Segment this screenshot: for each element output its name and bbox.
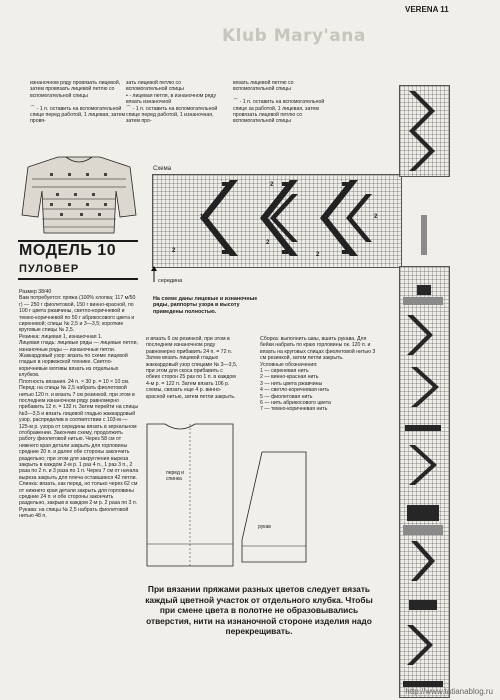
- watermark: http://www.tatianablog.ru: [405, 687, 493, 696]
- model-title: МОДЕЛЬ 10: [19, 242, 117, 259]
- instructions-col3: Сборка: выполнить швы, вшить рукава. Для бейки набрать по краю горловины ок. 120 п. и вязать на круговых спицах фиолетовой нитью 3 см резинкой, затем петли закрыть. Условные обозначения: 1 — сиреневая нить 2 — винно-красная нить 3 — нить цвета ржавчины 4 — светло-коричневая нить 5 — фиолетовая нить 6 — нить абрикосового цвета 7 — темно-коричневая нить: [260, 336, 376, 413]
- instructions-col2: и вязать 6 см резинкой, при этом в последнем изнаночном ряду равномерно прибавить 24 п. = 72 п. Затем вязать лицевой гладью жаккардовый узор спицами № 3—3,5, при этом для скоса прибавить с обеих сторон 25 раз по 1 п. в каждом 4-м р. = 122 п. Затем вязать 106 р. схемы, связать еще 4 р. винно-красной нитью, затем петли закрыть.: [146, 336, 238, 400]
- model-subtitle-rule: [18, 278, 138, 280]
- scheme-number-b: 2: [266, 240, 270, 246]
- top-text-col3: вязать лицевой петлю со вспомогательной спицы ⌒ - 1 п. оставить на вспомогательной спице за работой, 1 лицевая, затем провязать лицевой петлю со вспомогательной спицы: [233, 80, 325, 125]
- front-back-label: перед и спинка: [166, 470, 185, 482]
- sleeve-label: рукав: [258, 524, 271, 530]
- pullover-illustration: [20, 155, 138, 235]
- instructions-col1: Размер 38/40 Вам потребуется: пряжа (100% хлопка; 117 м/50 г) — 250 г фиолетовой, 150 г винно-красной, по 100 г цвета ржавчины, светло-коричневой и темно-коричневой по 50 г абрикосового цвета и сиреневой; спицы № 2,5 и 3—3,5; короткие круговые спицы № 2,5. Резинка: лицевая 1, изнаночная 1. Лицевая гладь: лицевые ряды — лицевые петли, изнаночные ряды — изнаночные петли. Жаккардовый узор: вязать по схеме лицевой гладью в норвежской технике. Светло-коричневые мотивы вязать из отдельных клубков. Плотность вязания. 24 п. × 30 р. = 10 × 10 см. Перед: на спицы № 2,5 набрать фиолетовой нитью 120 п. и вязать 7 см резинкой, при этом в последнем изнаночном ряду равномерно прибавить 12 п. = 132 п. Затем перейти на спицы №3—3,5 и вязать лицевой гладью жаккардовый узор, распределив в соответствии с 103-м — 125-м р. узора от середины вязать в зеркальном отображении. Закончив схему, продолжить работу фиолетовой нитью. Через 58 см от нижнего края детали закрыть для горловины средние 20 п. и далее обе стороны закончить раздельно; при этом для закругления выреза закрыть в каждом 2-м р. 1 раз 4 п., 1 раз 3 п., 2 раза по 2 п. и 3 раза по 1 п. Через 7 см от начала выреза закрыть для плеча оставшиеся 42 петли. Спинка: вязать, как перед, но только через 62 см от нижнего края детали закрыть для горловины средние 24 п. и обе стороны закончить раздельно, закрыв в каждом 2-м р. 2 раза по 3 п. Рукава: на спицы № 2,5 набрать фиолетовой нитью 48 п.: [19, 289, 139, 520]
- faint-header-title: Klub Mary'ana: [222, 26, 366, 46]
- callout-box: При вязании пряжами разных цветов следует вязать каждый цветной участок от отдельного клубка. Чтобы при смене цвета в полотне не образовывались отверстия, нити на изнаночной стороне изделия надо перекрещивать.: [143, 584, 375, 637]
- top-text-col2: зать лицевой петлю со вспомогательной спицы • - лицевая петля, в изнаночном ряду вязать изнаночной ⌒ - 1 п. оставить на вспомогательной спице перед работой, 1 изнаночная, затем про-: [126, 80, 218, 125]
- scheme-number-a: 2: [270, 182, 274, 188]
- scheme-note: На схеме даны лицевые и изнаночные ряды, раппорты узора в высоту приведены полностью.: [153, 296, 258, 315]
- scheme-number-d: 1: [200, 214, 204, 220]
- scheme-number-c: 2: [374, 214, 378, 220]
- scheme-number-e: 2: [316, 252, 320, 258]
- top-text-col1: изнаночном ряду провязать лицевой, затем провязать лицевой петлю со вспомогательной спицы ⌒ - 1 п. оставить на вспомогательной спице перед работой, 1 лицевая, затем провя-: [30, 80, 126, 125]
- magazine-header: VERENA 11: [405, 5, 449, 14]
- middle-arrow: [150, 266, 158, 282]
- front-back-pattern: [145, 424, 235, 570]
- sleeve-pattern: [240, 452, 308, 566]
- model-subtitle: ПУЛОВЕР: [19, 263, 80, 275]
- vertical-chart-motifs: [399, 85, 448, 696]
- scheme-label: Схема: [153, 166, 172, 172]
- scheme-number-f: 2: [172, 248, 176, 254]
- scheme-motifs: [152, 174, 400, 266]
- middle-label: середина: [158, 278, 183, 284]
